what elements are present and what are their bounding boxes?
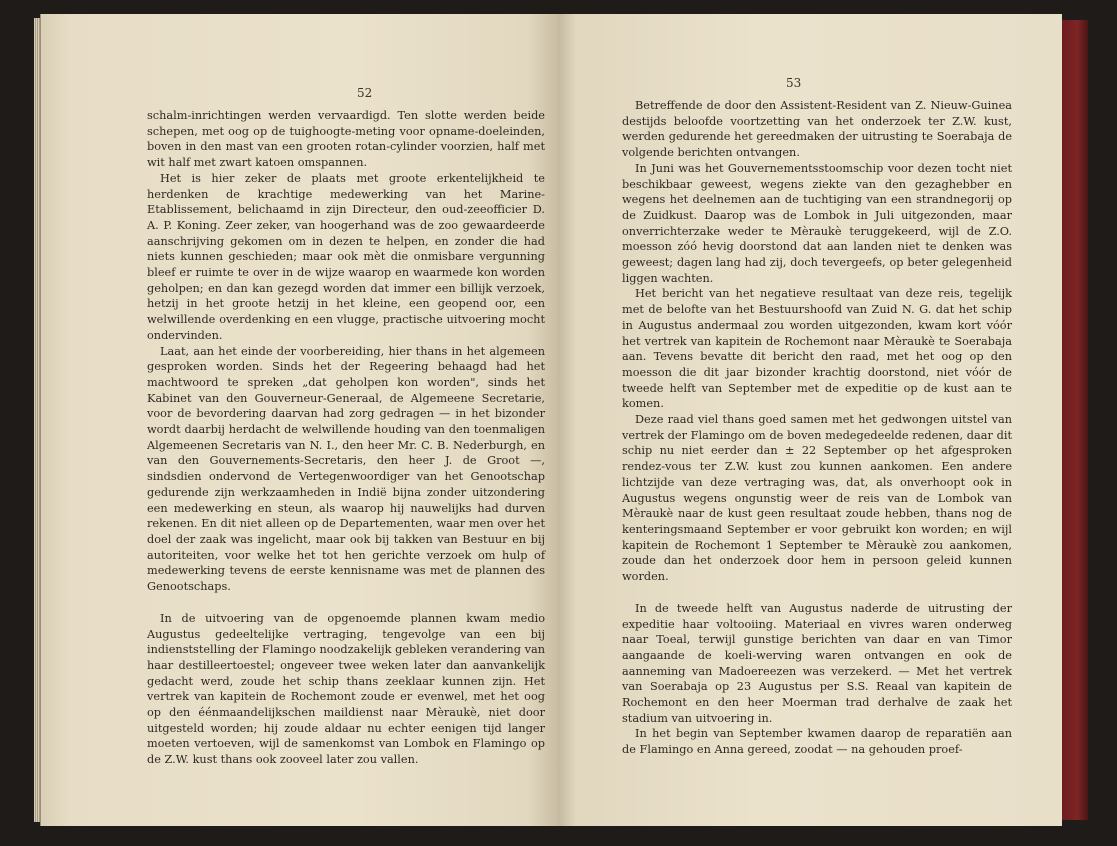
page-body (622, 98, 1012, 758)
paragraph: In het begin van September kwamen daarop de reparatiën aan de Flamingo en Anna gereed, zoodat — na gehouden proef- (622, 727, 1012, 757)
paragraph: Het is hier zeker de plaats met groote erkentelijkheid te herdenken de krachtige medewerking van het Marine-Etablissement, belichaamd in zijn Directeur, den oud-zeeofficier D. A. P. Koning. Zeer zeker, van hoogerhand was de zoo gewaardeerde aanschrijving gekomen om in dezen te helpen, en zonder die had niets kunnen geschieden; maar ook mèt die onmisbare vergunning bleef er ruimte te over in de wijze waarop en waarmede kon worden geholpen; en dan kan gezegd worden dat immer een billijk verzoek, hetzij in het groote hetzij in het kleine, een geopend oor, een welwillende overdenking en een vlugge, practische uitvoering mocht ondervinden. (147, 171, 545, 342)
paragraph: Betreffende de door den Assistent-Resident van Z. Nieuw-Guinea destijds beloofde voortzetting van het onderzoek ter Z.W. kust, werden gedurende het gereedmaken der uitrusting te Soerabaja de volgende berichten ontvangen. (622, 99, 1012, 160)
page-number: 53 (786, 76, 802, 90)
paragraph: Het bericht van het negatieve resultaat van deze reis, tegelijk met de belofte van het Bestuurshoofd van Zuid N. G. dat het schip in Augustus andermaal zou worden uitgezonden, kwam kort vóór het vertrek van kapitein de Rochemont naar Mèraukè te Soerabaja aan. Tevens bevatte dit bericht den raad, met het oog op den moesson die dit jaar bizonder krachtig doorstond, niet vóór de tweede helft van September met de expeditie op de kust aan te komen. (622, 287, 1012, 411)
page-number: 52 (357, 86, 373, 100)
paragraph: Laat, aan het einde der voorbereiding, hier thans in het algemeen gesproken worden. Sinds het der Regeering behaagd had het machtwoord te spreken „dat geholpen kon worden", sinds het Kabinet van den Gouverneur-Generaal, de Algemeene Secretarie, voor de bevordering daarvan had zorg gedragen — in het bizonder wordt daarbij herdacht de welwillende houding van den toenmaligen Algemeenen Secretaris van N. I., den heer Mr. C. B. Nederburgh, en van den Gouvernements-Secretaris, den heer J. de Groot —, sindsdien ondervond de Vertegenwoordiger van het Genootschap gedurende zijn werkzaamheden in Indië bijna zonder uitzondering een medewerking en steun, als waarop hij nauwelijks had durven rekenen. En dit niet alleen op de Departementen, waar men over het doel der zaak was ingelicht, maar ook bij takken van Bestuur en bij autoriteiten, voor welke het tot hen gerichte verzoek om hulp of medewerking tevens de eerste kennisname was met de plannen des Genootschaps. (147, 344, 545, 594)
page-body (147, 108, 545, 768)
book-cover-right (1062, 20, 1088, 820)
right-page (558, 14, 1062, 826)
paragraph: Deze raad viel thans goed samen met het gedwongen uitstel van vertrek der Flamingo om de boven medegedeelde redenen, daar dit schip nu niet eerder dan ± 22 September op het afgesproken rendez-vous ter Z.W. kust zou kunnen aankomen. Een andere lichtzijde van deze vertraging was, dat, als onverhoopt ook in Augustus wegens ongunstig weer de reis van de Lombok van Mèraukè naar de kust geen resultaat zoude hebben, thans nog de kenteringsmaand September er voor gebruikt kon worden; en wijl kapitein de Rochemont 1 September te Mèraukè zou aankomen, zoude dan het onderzoek door hem in persoon geleid kunnen worden. (622, 413, 1012, 584)
left-page (40, 14, 558, 826)
paragraph: schalm-inrichtingen werden vervaardigd. Ten slotte werden beide schepen, met oog op de tuighoogte-meting voor opname-doeleinden, boven in den mast van een grooten rotan-cylinder voorzien, half met wit half met zwart katoen omspannen. (147, 109, 545, 170)
paragraph: In de tweede helft van Augustus naderde de uitrusting der expeditie haar voltooiing. Materiaal en vivres waren onderweg naar Toeal, terwijl gunstige berichten van daar en van Timor aangaande de koeli-werving waren ontvangen en ook de aanneming van Madoereezen was verzekerd. — Met het vertrek van Soerabaja op 23 Augustus per S.S. Reaal van kapitein de Rochemont en den heer Moerman trad derhalve de zaak het stadium van uitvoering in. (622, 601, 1012, 725)
paragraph: In Juni was het Gouvernementsstoomschip voor dezen tocht niet beschikbaar geweest, wegens ziekte van den gezaghebber en wegens het deelnemen aan de tuchtiging van een strandnegorij op de Zuidkust. Daarop was de Lombok in Juli uitgezonden, maar onverrichterzake weder te Mèraukè teruggekeerd, wijl de Z.O. moesson zóó hevig doorstond dat aan landen niet te denken was geweest; dagen lang had zij, doch tevergeefs, op beter gelegenheid liggen wachten. (622, 161, 1012, 285)
paragraph: In de uitvoering van de opgenoemde plannen kwam medio Augustus gedeeltelijke vertraging, tengevolge van een bij indienststelling der Flamingo noodzakelijk gebleken verandering van haar destilleertoestel; ongeveer twee weken later dan aanvankelijk gedacht werd, zoude het schip thans zeeklaar kunnen zijn. Het vertrek van kapitein de Rochemont zoude er evenwel, met het oog op den éénmaandelijkschen maildienst naar Mèraukè, niet door uitgesteld worden; hij zoude aldaar nu echter eenigen tijd langer moeten vertoeven, wijl de samenkomst van Lombok en Flamingo op de Z.W. kust thans ook zooveel later zou vallen. (147, 611, 545, 767)
